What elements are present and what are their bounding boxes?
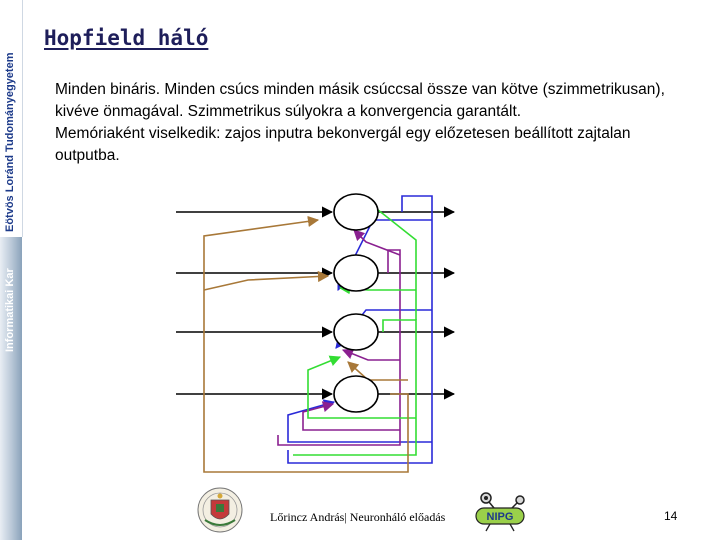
footer-author: Lőrincz András| Neuronháló előadás <box>270 510 446 524</box>
university-seal-logo <box>195 486 245 534</box>
slide-body <box>55 79 675 167</box>
neuron-1 <box>334 194 378 230</box>
university-label: Eötvös Loránd Tudományegyetem <box>4 52 16 232</box>
sidebar <box>0 0 22 540</box>
input-lines <box>176 212 332 394</box>
neuron-4 <box>334 376 378 412</box>
slide-title: Hopfield háló <box>44 26 209 50</box>
neuron-2 <box>334 255 378 291</box>
paragraph-2: Memóriaként viselkedik: zajos inputra bekonvergál egy előzetesen beállított zajtalan outputba. <box>55 125 631 164</box>
hopfield-network-diagram <box>168 180 458 480</box>
paragraph-1: Minden bináris. Minden csúcs minden másik csúccsal össze van kötve (szimmetrikusan), kivéve önmagával. Szimmetrikus súlyokra a konvergencia garantált. <box>55 81 665 120</box>
page-number: 14 <box>664 509 678 523</box>
neuron-3 <box>334 314 378 350</box>
nipg-logo-text: NIPG <box>486 511 514 523</box>
nipg-logo <box>470 488 530 532</box>
faculty-label: Informatikai Kar <box>4 268 16 352</box>
feedback-neuron-4 <box>204 220 408 472</box>
